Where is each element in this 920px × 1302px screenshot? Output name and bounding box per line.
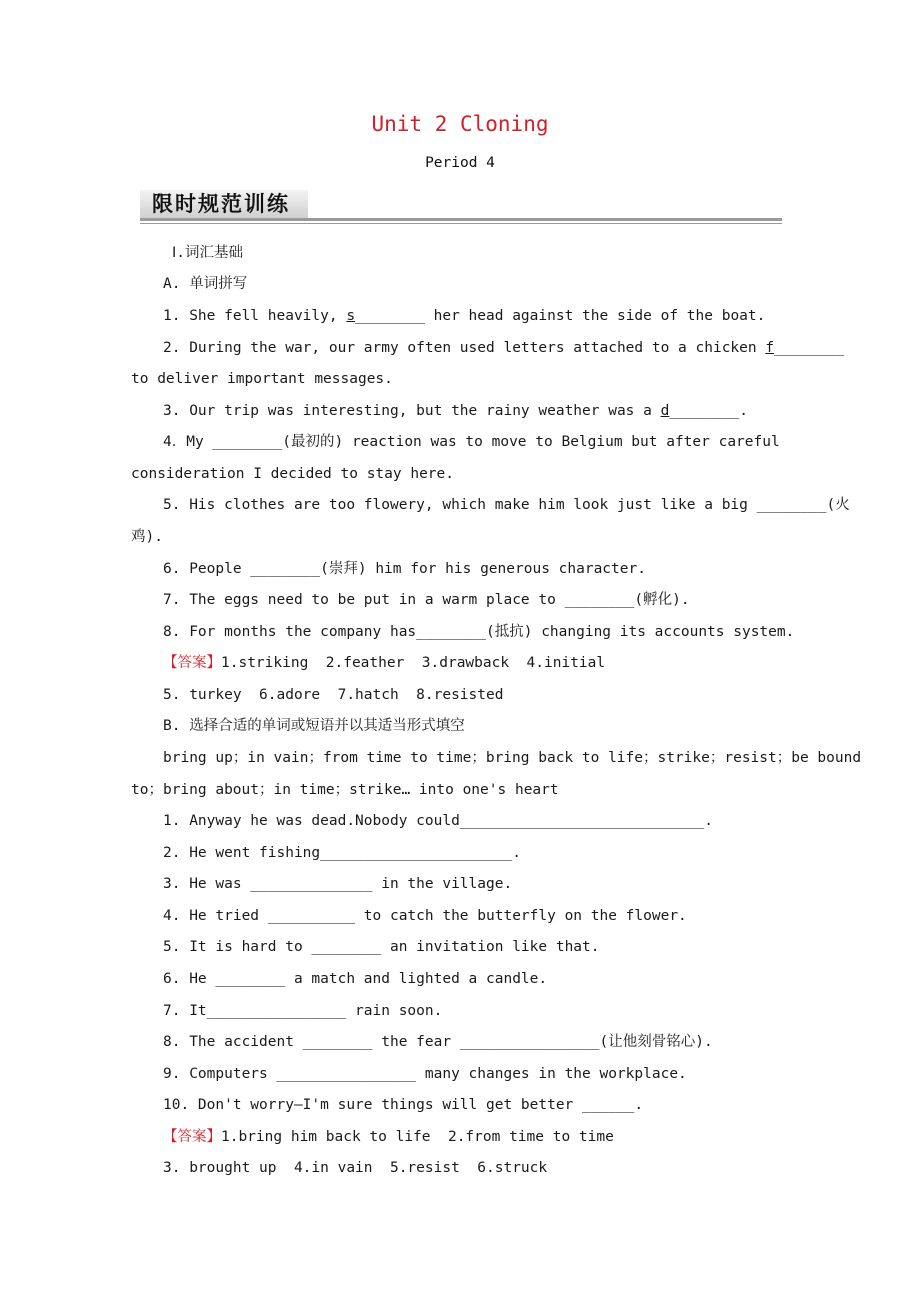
- answer-a-line1: 【答案】1.striking 2.feather 3.drawback 4.initial: [163, 655, 606, 671]
- answer-tag: 【答案】: [163, 1129, 221, 1145]
- question-a3: 3. Our trip was interesting, but the rainy weather was a d________.: [163, 403, 748, 419]
- part-a-heading: A. 单词拼写: [163, 276, 248, 292]
- question-b1: 1. Anyway he was dead.Nobody could____________________________.: [163, 813, 713, 829]
- answer-b-line1: 【答案】1.bring him back to life 2.from time to time: [163, 1129, 614, 1145]
- question-b9: 9. Computers ________________ many changes in the workplace.: [163, 1066, 687, 1082]
- word-bank-line1: bring up；in vain；from time to time；bring back to life；strike；resist；be bound: [163, 750, 862, 766]
- question-b8: 8. The accident ________ the fear ________________(让他刻骨铭心).: [163, 1034, 713, 1050]
- divider-thick: [140, 218, 782, 221]
- question-b5: 5. It is hard to ________ an invitation like that.: [163, 939, 600, 955]
- question-b4: 4. He tried __________ to catch the butterfly on the flower.: [163, 908, 687, 924]
- question-b3: 3. He was ______________ in the village.: [163, 876, 513, 892]
- word-bank-line2: to；bring about；in time；strike… into one's heart: [131, 782, 559, 798]
- question-a8: 8. For months the company has________(抵抗) changing its accounts system.: [163, 624, 795, 640]
- page-title: Unit 2 Cloning: [371, 112, 549, 136]
- question-b10: 10. Don't worry—I'm sure things will get better ______.: [163, 1097, 644, 1113]
- answer-a-line2: 5. turkey 6.adore 7.hatch 8.resisted: [163, 687, 504, 703]
- question-a2: 2. During the war, our army often used letters attached to a chicken f________: [163, 340, 844, 356]
- answer-tag: 【答案】: [163, 655, 221, 671]
- question-a2-continued: to deliver important messages.: [131, 371, 393, 387]
- part-b-heading: B. 选择合适的单词或短语并以其适当形式填空: [163, 718, 465, 734]
- question-a5-continued: 鸡).: [131, 529, 163, 545]
- question-b7: 7. It________________ rain soon.: [163, 1003, 443, 1019]
- question-a4-continued: consideration I decided to stay here.: [131, 466, 455, 482]
- question-a6: 6. People ________(崇拜) him for his generous character.: [163, 561, 646, 577]
- question-b6: 6. He ________ a match and lighted a candle.: [163, 971, 548, 987]
- question-a7: 7. The eggs need to be put in a warm place to ________(孵化).: [163, 592, 690, 608]
- period-label: Period 4: [425, 155, 495, 171]
- question-a5: 5. His clothes are too flowery, which make him look just like a big ________(火: [163, 497, 850, 513]
- question-a1: 1. She fell heavily, s________ her head against the side of the boat.: [163, 308, 766, 324]
- answer-b-line2: 3. brought up 4.in vain 5.resist 6.struck: [163, 1160, 548, 1176]
- section-heading: Ⅰ.词汇基础: [172, 245, 244, 261]
- question-a4: 4．My ________(最初的) reaction was to move to Belgium but after careful: [163, 434, 780, 450]
- question-b2: 2. He went fishing______________________.: [163, 845, 521, 861]
- divider-thin: [140, 223, 782, 224]
- section-banner: 限时规范训练: [152, 191, 290, 216]
